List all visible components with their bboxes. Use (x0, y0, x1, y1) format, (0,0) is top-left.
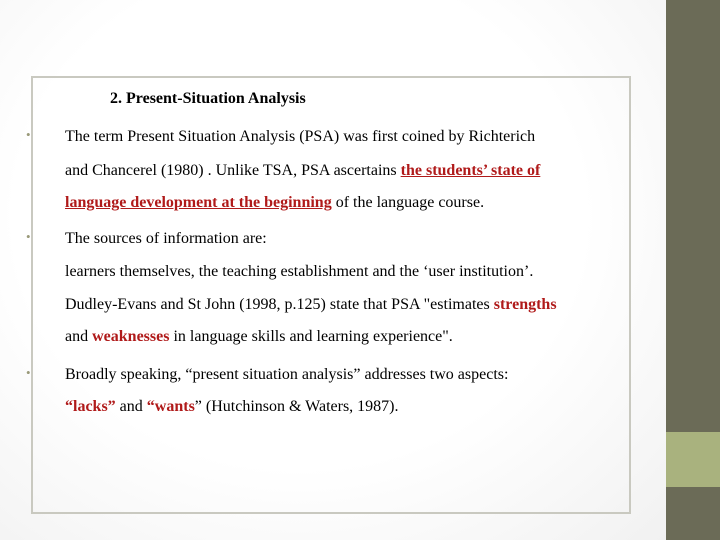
sidebar-band-bottom (666, 487, 720, 540)
bullet-2-line-3 (65, 296, 557, 314)
bullet-2-line-3-text: Dudley-Evans and St John (1998, p.125) state that PSA "estimates (65, 296, 494, 313)
bullet-3-line-2-mid: and (115, 398, 147, 415)
highlight-weaknesses: weaknesses (92, 328, 170, 345)
bullet-1-line-1: The term Present Situation Analysis (PSA) was first coined by Richterich (65, 128, 536, 145)
bullet-1-line-2 (65, 162, 540, 180)
highlight-language-development: language development at the beginning (65, 194, 332, 211)
bullet-2-line-4 (65, 328, 453, 346)
slide-heading: 2. Present-Situation Analysis (110, 90, 306, 107)
sidebar-band-accent (666, 432, 720, 487)
bullet-2-line-4-b: in language skills and learning experience". (169, 328, 453, 345)
bullet-3-line-2-end: ” (Hutchinson & Waters, 1987). (194, 398, 399, 415)
bullet-2-line-1: The sources of information are: (65, 230, 267, 247)
highlight-wants: “wants (146, 398, 195, 415)
bullet-1-line-2-text: and Chancerel (1980) . Unlike TSA, PSA ascertains (65, 162, 401, 179)
bullet-1-line-3-text: of the language course. (331, 194, 485, 211)
highlight-strengths: strengths (493, 296, 557, 313)
highlight-students-state: the students’ state of (400, 162, 541, 179)
bullet-1-marker: • (26, 127, 31, 142)
bullet-2-line-2: learners themselves, the teaching establishment and the ‘user institution’. (65, 263, 534, 280)
sidebar-band-top (666, 0, 720, 432)
bullet-3-line-2 (65, 398, 399, 416)
bullet-3-line-1: Broadly speaking, “present situation analysis” addresses two aspects: (65, 366, 509, 383)
highlight-lacks: “lacks” (65, 398, 116, 415)
bullet-2-line-4-a: and (65, 328, 93, 345)
bullet-3-marker: • (26, 365, 31, 380)
bullet-1-line-3 (65, 194, 484, 212)
bullet-2-marker: • (26, 229, 31, 244)
